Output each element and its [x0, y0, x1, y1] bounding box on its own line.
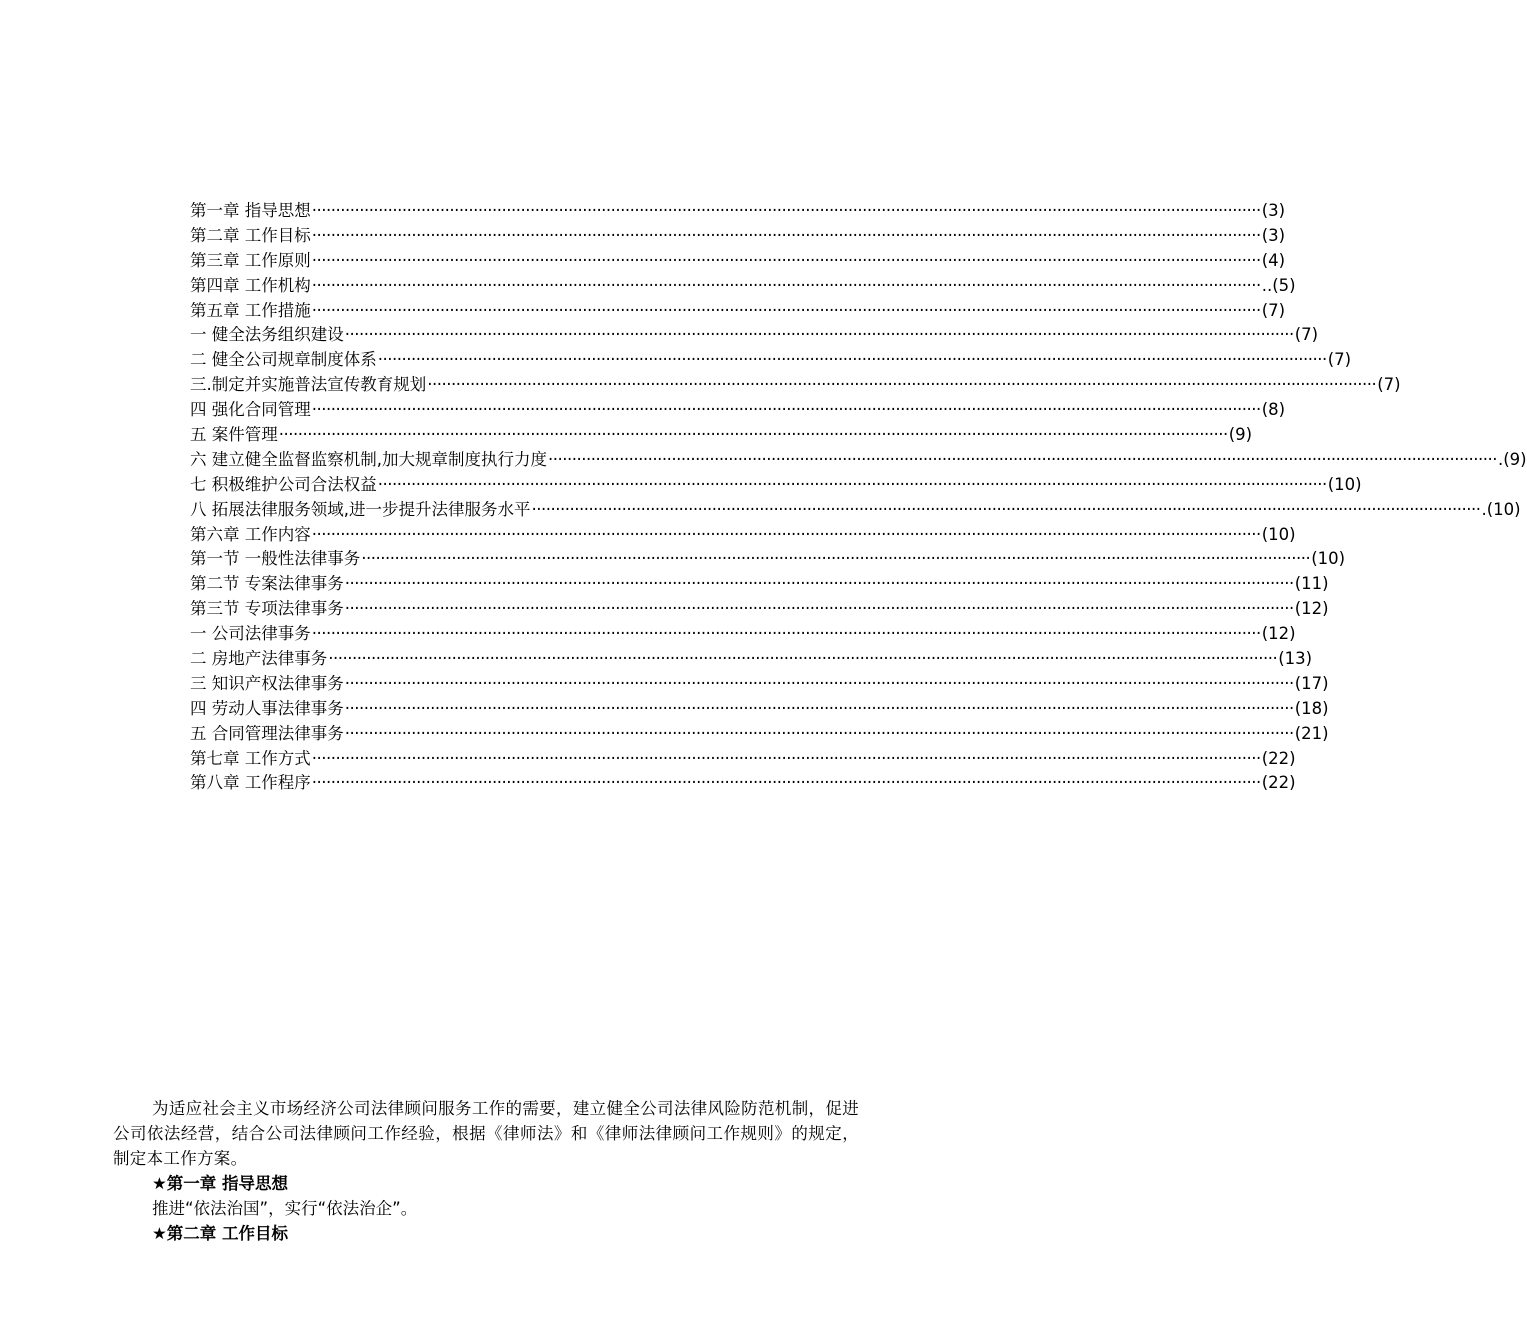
toc-dot-leader: ········································································································································································································	[311, 748, 1261, 768]
toc-dot-leader: ········································································································································································································	[328, 649, 1278, 669]
toc-entry-page: (10)	[1261, 524, 1296, 544]
toc-dot-leader: ········································································································································································································	[311, 773, 1261, 793]
toc-dot-leader: ········································································································································································································	[344, 599, 1294, 619]
toc-entry[interactable]	[190, 572, 1329, 597]
toc-entry-page: (3)	[1261, 225, 1286, 245]
toc-entry-title: 第二章 工作目标	[190, 225, 311, 245]
toc-entry[interactable]	[190, 398, 1286, 423]
toc-entry[interactable]	[190, 448, 1527, 473]
toc-entry-page: (10)	[1311, 549, 1346, 569]
toc-entry[interactable]	[190, 323, 1319, 348]
toc-entry-page: (18)	[1294, 698, 1329, 718]
chapter-1-heading: ★第一章 指导思想	[152, 1174, 289, 1193]
toc-entry-page: (13)	[1278, 649, 1313, 669]
toc-dot-leader: ········································································································································································································	[344, 723, 1294, 743]
toc-entry-title: 第三节 专项法律事务	[190, 599, 344, 619]
toc-entry[interactable]	[190, 423, 1253, 448]
chapter-1-text: 推进“依法治国”，实行“依法治企”。	[152, 1199, 418, 1218]
toc-entry-page: (9)	[1228, 425, 1253, 445]
toc-entry-title: 第七章 工作方式	[190, 748, 311, 768]
toc-dot-leader: ········································································································································································································	[377, 350, 1327, 370]
toc-entry-page: (17)	[1294, 673, 1329, 693]
toc-dot-leader: ········································································································································································································	[311, 225, 1261, 245]
toc-entry[interactable]	[190, 747, 1296, 772]
toc-entry-page: (12)	[1261, 624, 1296, 644]
toc-entry-title: 第一章 指导思想	[190, 201, 311, 220]
toc-dot-leader: ········································································································································································································	[311, 400, 1261, 420]
toc-entry-title: 第四章 工作机构	[190, 275, 311, 295]
toc-entry[interactable]	[190, 249, 1286, 274]
toc-entry[interactable]	[190, 647, 1313, 672]
toc-entry[interactable]	[190, 348, 1352, 373]
chapter-2-heading: ★第二章 工作目标	[152, 1224, 289, 1243]
toc-entry[interactable]	[190, 722, 1329, 747]
toc-entry[interactable]	[190, 523, 1296, 548]
toc-entry-page: (10)	[1327, 474, 1362, 494]
toc-dot-leader: ········································································································································································································	[311, 250, 1261, 270]
toc-entry-title: 第三章 工作原则	[190, 250, 311, 270]
toc-dot-leader: ········································································································································································································	[311, 300, 1261, 320]
toc-entry-page: (21)	[1294, 723, 1329, 743]
toc-entry-title: 五 合同管理法律事务	[190, 723, 344, 743]
toc-dot-leader: ········································································································································································································	[361, 549, 1311, 569]
toc-entry-title: 二 房地产法律事务	[190, 649, 328, 669]
toc-entry[interactable]	[190, 274, 1296, 299]
toc-entry-page: .(10)	[1481, 499, 1521, 519]
toc-entry-title: 五 案件管理	[190, 425, 278, 445]
toc-dot-leader: ········································································································································································································	[548, 449, 1497, 469]
table-of-contents	[190, 199, 1527, 796]
toc-dot-leader: ········································································································································································································	[311, 275, 1261, 295]
toc-entry-page: (8)	[1261, 400, 1286, 420]
toc-entry-title: 一 健全法务组织建设	[190, 325, 344, 345]
toc-entry-page: .(9)	[1497, 449, 1527, 469]
toc-dot-leader: ········································································································································································································	[377, 474, 1327, 494]
toc-entry[interactable]	[190, 771, 1296, 796]
toc-entry-title: 八 拓展法律服务领域,进一步提升法律服务水平	[190, 499, 531, 519]
toc-entry-page: (22)	[1261, 773, 1296, 793]
toc-entry-page: (7)	[1261, 300, 1286, 320]
toc-entry[interactable]	[190, 547, 1346, 572]
toc-entry-page: (7)	[1327, 350, 1352, 370]
toc-entry-page: (4)	[1261, 250, 1286, 270]
toc-entry-page: (12)	[1294, 599, 1329, 619]
toc-entry-title: 六 建立健全监督监察机制,加大规章制度执行力度	[190, 449, 547, 469]
toc-entry[interactable]	[190, 697, 1329, 722]
toc-entry-page: ..(5)	[1261, 275, 1296, 295]
toc-dot-leader: ········································································································································································································	[344, 325, 1294, 345]
toc-entry[interactable]	[190, 199, 1286, 224]
toc-entry-title: 七 积极维护公司合法权益	[190, 474, 377, 494]
toc-entry[interactable]	[190, 224, 1286, 249]
toc-entry-page: (22)	[1261, 748, 1296, 768]
toc-dot-leader: ········································································································································································································	[278, 425, 1228, 445]
toc-entry-page: (7)	[1377, 375, 1401, 395]
toc-entry[interactable]	[190, 498, 1521, 523]
toc-entry-title: 第八章 工作程序	[190, 773, 311, 793]
toc-entry-title: 三.制定并实施普法宣传教育规划	[190, 375, 427, 395]
document-body	[113, 1096, 859, 1246]
toc-entry-title: 第二节 专案法律事务	[190, 574, 344, 594]
toc-entry[interactable]	[190, 622, 1296, 647]
intro-paragraph: 为适应社会主义市场经济公司法律顾问服务工作的需要，建立健全公司法律风险防范机制，促进公司依法经营，结合公司法律顾问工作经验，根据《律师法》和《律师法律顾问工作规则》的规定，制定本工作方案。	[113, 1099, 859, 1168]
toc-entry-page: (11)	[1294, 574, 1329, 594]
toc-dot-leader: ········································································································································································································	[311, 524, 1261, 544]
toc-entry-title: 四 强化合同管理	[190, 400, 311, 420]
toc-entry-title: 第五章 工作措施	[190, 300, 311, 320]
toc-entry-title: 四 劳动人事法律事务	[190, 698, 344, 718]
toc-entry-page: (3)	[1261, 201, 1286, 220]
toc-entry[interactable]	[190, 597, 1329, 622]
toc-entry-title: 第六章 工作内容	[190, 524, 311, 544]
toc-dot-leader: ········································································································································································································	[344, 698, 1294, 718]
toc-dot-leader: ········································································································································································································	[531, 499, 1481, 519]
toc-entry-title: 一 公司法律事务	[190, 624, 311, 644]
toc-entry[interactable]	[190, 299, 1286, 324]
toc-dot-leader: ········································································································································································································	[427, 375, 1377, 395]
toc-dot-leader: ········································································································································································································	[311, 624, 1261, 644]
toc-entry-title: 二 健全公司规章制度体系	[190, 350, 377, 370]
toc-entry[interactable]	[190, 373, 1401, 398]
toc-entry-page: (7)	[1294, 325, 1319, 345]
toc-dot-leader: ········································································································································································································	[311, 201, 1261, 220]
toc-entry[interactable]	[190, 672, 1329, 697]
toc-entry-title: 第一节 一般性法律事务	[190, 549, 361, 569]
toc-entry-title: 三 知识产权法律事务	[190, 673, 344, 693]
toc-dot-leader: ········································································································································································································	[344, 673, 1294, 693]
toc-entry[interactable]	[190, 473, 1362, 498]
toc-dot-leader: ········································································································································································································	[344, 574, 1294, 594]
